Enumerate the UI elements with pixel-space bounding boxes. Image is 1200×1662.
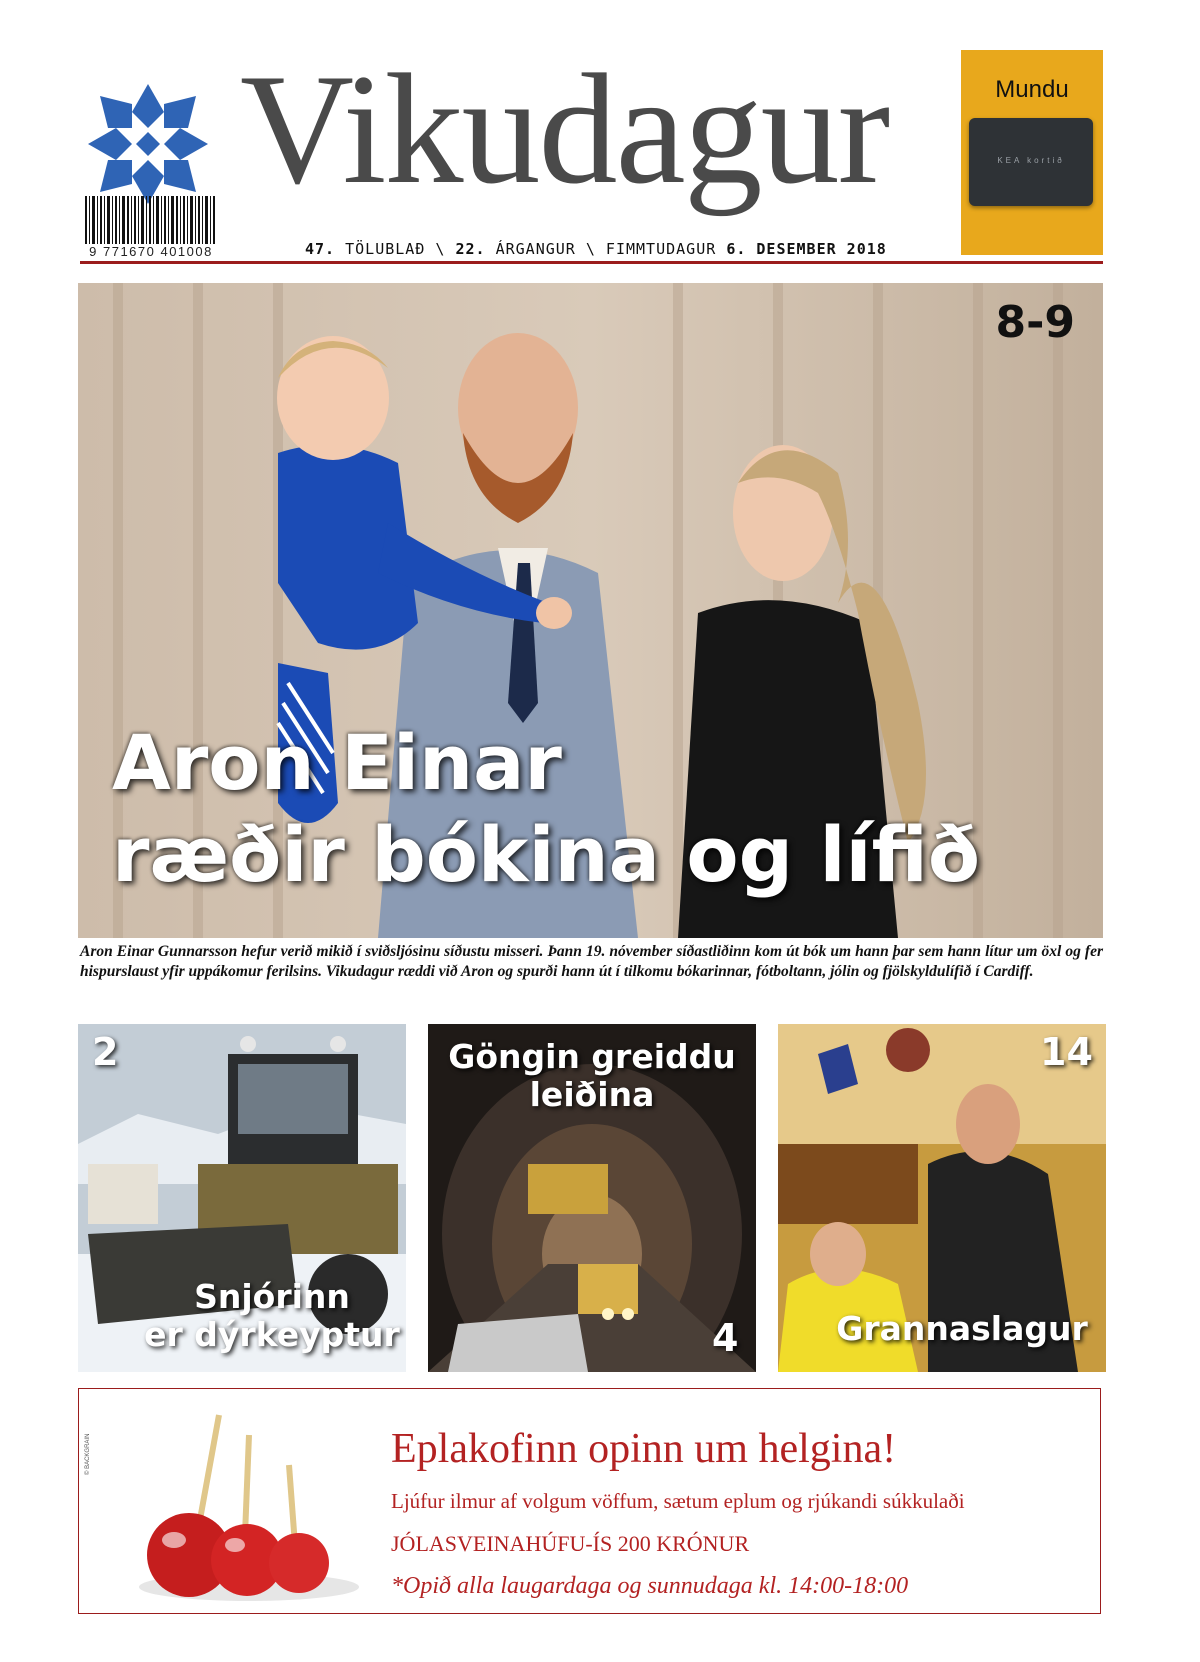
barcode-icon: [85, 196, 217, 244]
year-label: ÁRGANGUR \ FIMMTUDAGUR: [495, 240, 717, 258]
teaser-caption-line1: Snjórinn: [194, 1277, 350, 1316]
teaser-page-ref: 14: [1040, 1030, 1093, 1074]
teaser-tunnel[interactable]: [428, 1024, 756, 1372]
barcode-number: 9 771670 401008: [89, 244, 213, 259]
teaser-caption: [818, 1310, 1106, 1348]
promo-box[interactable]: [961, 50, 1103, 255]
hero-headline: [112, 717, 980, 901]
issue-label: TÖLUBLAÐ \: [345, 240, 446, 258]
teaser-caption: [428, 1038, 756, 1114]
teaser-page-ref: 4: [712, 1316, 739, 1360]
hero-headline-line1: Aron Einar: [112, 718, 562, 807]
hero-lede: Aron Einar Gunnarsson hefur verið mikið í sviðsljósinu síðustu misseri. Þann 19. nóvember síðastliðinn kom út bók um hann þar sem hann lítur um öxl og fer hispurslaust yfir uppákomur ferilsins. Vikudagur ræddi við Aron og spurði hann út í tilkomu bókarinnar, fótboltann, jólin og fjölskyldulífið í Cardiff.: [80, 943, 1103, 980]
hero-headline-line2: ræðir bókina og lífið: [112, 810, 981, 899]
ad-line2: JÓLASVEINAHÚFU-ÍS 200 KRÓNUR: [391, 1531, 750, 1556]
issue-date: 6. DESEMBER 2018: [726, 240, 887, 258]
card-text: KEA kortið: [997, 156, 1065, 165]
issue-line: [305, 240, 887, 258]
ad-credit: © BACKGRAIN: [85, 1433, 91, 1475]
masthead-rule: [80, 261, 1103, 264]
ad-headline: Eplakofinn opinn um helgina!: [391, 1426, 897, 1472]
teaser-caption: [138, 1278, 406, 1354]
teaser-handball[interactable]: [778, 1024, 1106, 1372]
star-logo-icon: [86, 82, 210, 206]
promo-label: Mundu: [995, 76, 1069, 103]
year-number: 22.: [455, 240, 486, 258]
eplakofinn-ad[interactable]: [78, 1388, 1101, 1614]
teaser-caption-line2: leiðina: [529, 1075, 655, 1114]
hero-page-ref: 8-9: [995, 297, 1075, 348]
ad-line1: Ljúfur ilmur af volgum vöffum, sætum eplum og rjúkandi súkkulaði: [391, 1489, 965, 1513]
ad-line3: *Opið alla laugardaga og sunnudaga kl. 14:00-18:00: [391, 1573, 909, 1599]
card-image: [969, 118, 1093, 206]
issue-number: 47.: [305, 240, 336, 258]
masthead-title: Vikudagur: [240, 42, 889, 217]
teaser-caption-line1: Göngin greiddu: [448, 1037, 736, 1076]
candy-apples-icon: [129, 1405, 359, 1605]
teaser-snow[interactable]: [78, 1024, 406, 1372]
teaser-caption-line2: er dýrkeyptur: [144, 1315, 400, 1354]
hero-photo[interactable]: [78, 283, 1103, 938]
teaser-caption-line1: Grannaslagur: [836, 1309, 1088, 1348]
teaser-page-ref: 2: [92, 1030, 119, 1074]
